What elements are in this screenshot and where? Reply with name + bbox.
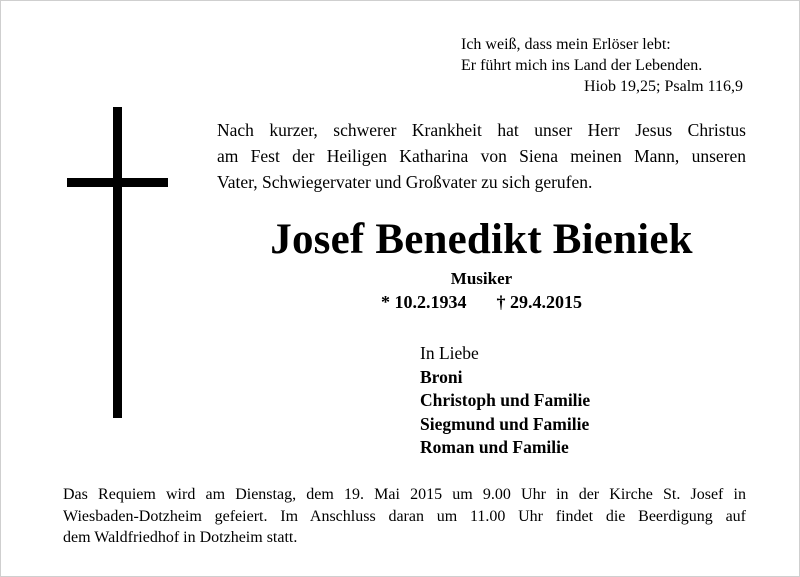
funeral-details-line-1: Das Requiem wird am Dienstag, dem 19. Mai 2015 um 9.00 Uhr in der Kirche St. Josef in (63, 486, 746, 503)
mourner-name: Christoph und Familie (420, 390, 591, 410)
mourners-list (420, 342, 590, 460)
bible-verse (461, 34, 743, 97)
announcement-line-2: am Fest der Heiligen Katharina von Siena meinen Mann, unseren (217, 146, 746, 166)
cross-horizontal-beam (67, 178, 168, 187)
cross-vertical-beam (113, 107, 122, 418)
deceased-profession: Musiker (450, 269, 513, 288)
birth-date: * 10.2.1934 (381, 292, 467, 312)
mourner-name: Roman und Familie (420, 437, 569, 457)
funeral-details-line-2: Wiesbaden-Dotzheim gefeiert. Im Anschluss daran um 11.00 Uhr findet die Beerdigung auf (63, 507, 746, 525)
funeral-details (63, 484, 746, 549)
deceased-name: Josef Benedikt Bieniek (270, 216, 693, 263)
life-dates (217, 291, 746, 313)
mourners-lead: In Liebe (420, 343, 479, 363)
mourner-name: Siegmund und Familie (420, 413, 590, 434)
announcement-line-1: Nach kurzer, schwerer Krankheit hat unser Herr Jesus Christus (217, 120, 746, 140)
announcement-line-3: Vater, Schwiegervater und Großvater zu sich gerufen. (217, 172, 593, 192)
death-date: † 29.4.2015 (496, 292, 582, 312)
verse-reference: Hiob 19,25; Psalm 116,9 (584, 78, 743, 95)
announcement-text (217, 117, 746, 195)
verse-line-2: Er führt mich ins Land der Lebenden. (461, 57, 703, 74)
funeral-details-line-3: dem Waldfriedhof in Dotzheim statt. (63, 529, 298, 546)
verse-line-1: Ich weiß, dass mein Erlöser lebt: (461, 36, 671, 53)
mourner-name: Broni (420, 366, 463, 387)
